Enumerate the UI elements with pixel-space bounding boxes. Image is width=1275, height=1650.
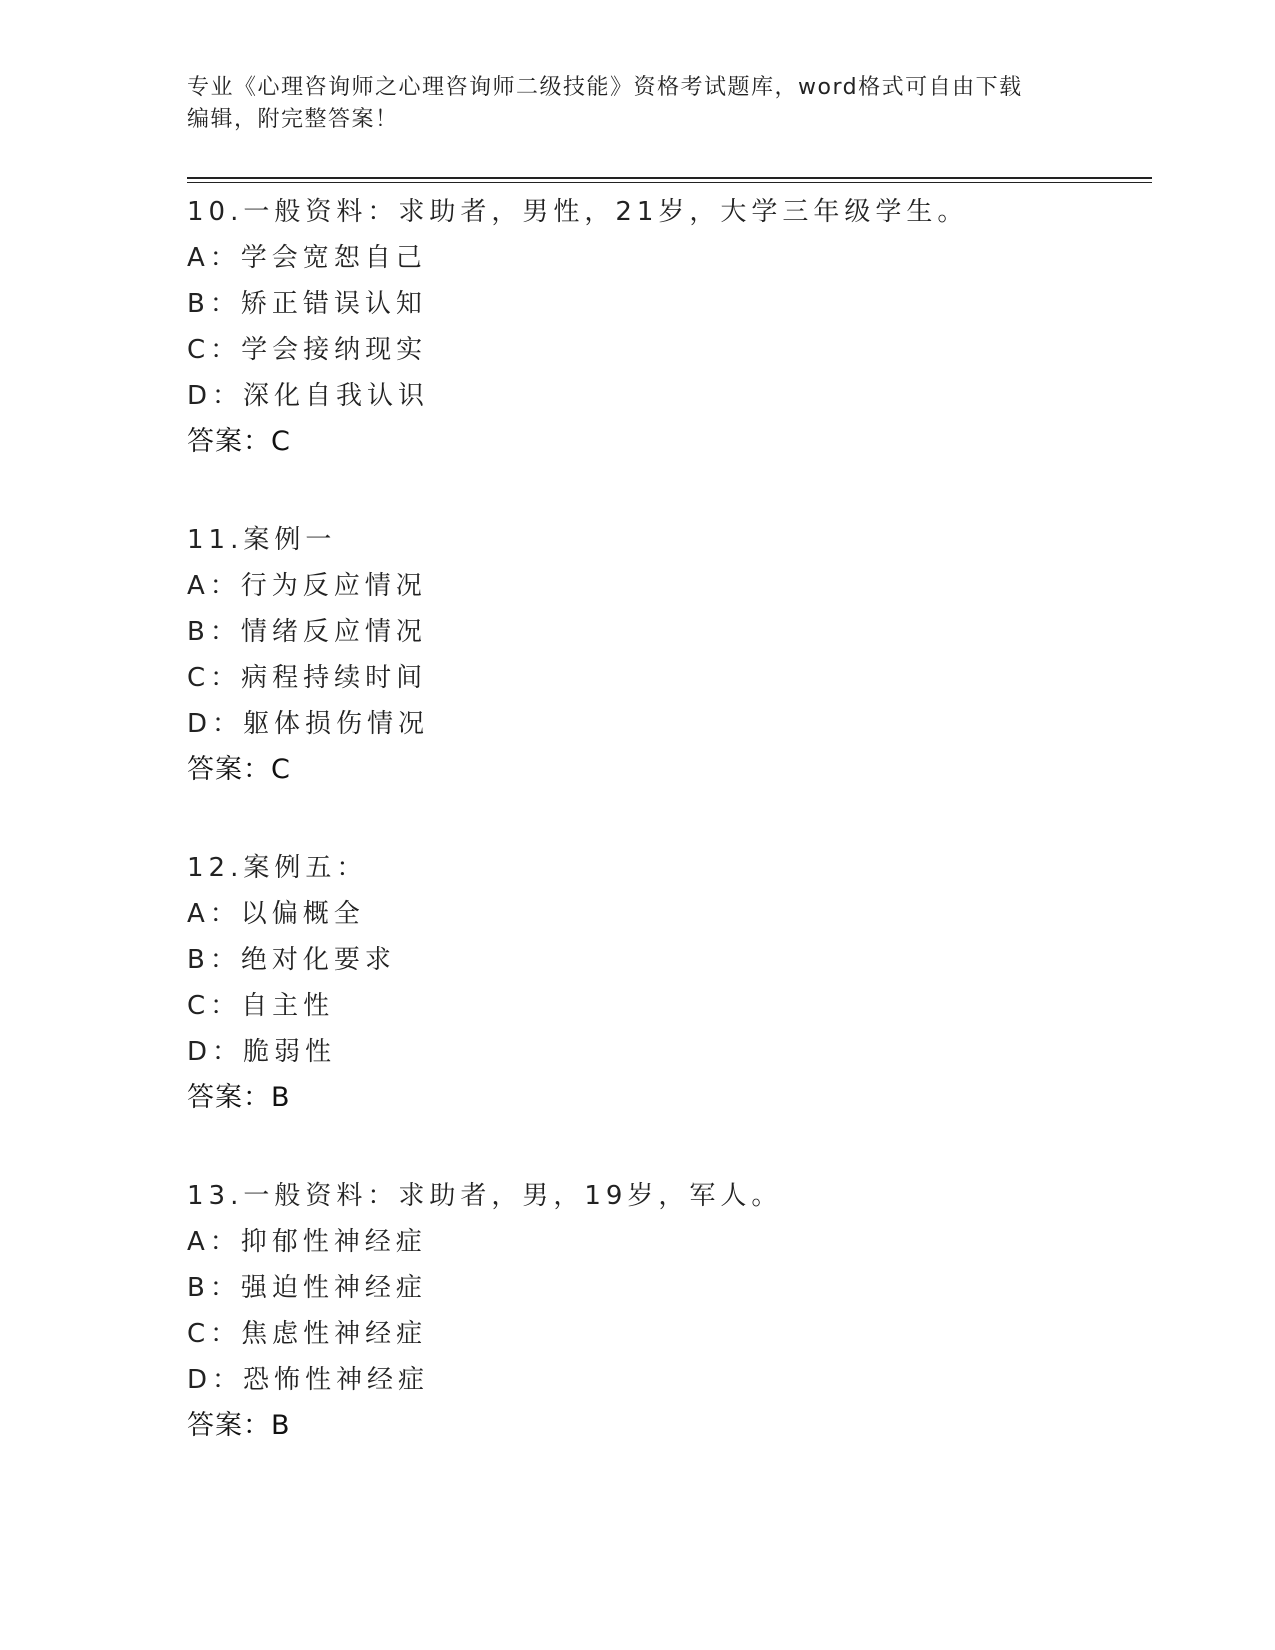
option-a: A：行为反应情况: [187, 571, 427, 601]
question-12: [187, 845, 1147, 1121]
question-11: [187, 517, 1147, 793]
option-c: C：焦虑性神经症: [187, 1319, 428, 1349]
document-header: [187, 72, 1087, 136]
option-b: B：绝对化要求: [187, 945, 396, 975]
answer: 答案：B: [187, 1410, 291, 1441]
option-a: A：抑郁性神经症: [187, 1227, 427, 1257]
question-10: [187, 189, 1147, 465]
answer: 答案：B: [187, 1082, 291, 1113]
question-title: 12.案例五：: [187, 853, 368, 883]
option-b: B：情绪反应情况: [187, 617, 427, 647]
option-c: C：自主性: [187, 991, 335, 1021]
option-d: D：深化自我认识: [187, 381, 430, 411]
answer: 答案：C: [187, 426, 291, 457]
header-divider-thick: [187, 177, 1152, 179]
question-list: [187, 189, 1147, 1501]
option-a: A：学会宽恕自己: [187, 243, 427, 273]
header-divider-thin: [187, 182, 1152, 183]
option-c: C：病程持续时间: [187, 663, 428, 693]
question-title: 13.一般资料：求助者，男，19岁，军人。: [187, 1181, 783, 1211]
header-line-2: 编辑，附完整答案！: [187, 107, 399, 132]
question-title: 10.一般资料：求助者，男性，21岁，大学三年级学生。: [187, 197, 969, 227]
header-line-1: 专业《心理咨询师之心理咨询师二级技能》资格考试题库，word格式可自由下载: [187, 75, 1023, 100]
option-a: A：以偏概全: [187, 899, 365, 929]
option-b: B：矫正错误认知: [187, 289, 427, 319]
option-d: D：恐怖性神经症: [187, 1365, 430, 1395]
question-title: 11.案例一: [187, 525, 337, 555]
question-13: [187, 1173, 1147, 1449]
option-c: C：学会接纳现实: [187, 335, 428, 365]
option-d: D：脆弱性: [187, 1037, 337, 1067]
answer: 答案：C: [187, 754, 291, 785]
option-d: D：躯体损伤情况: [187, 709, 430, 739]
option-b: B：强迫性神经症: [187, 1273, 427, 1303]
